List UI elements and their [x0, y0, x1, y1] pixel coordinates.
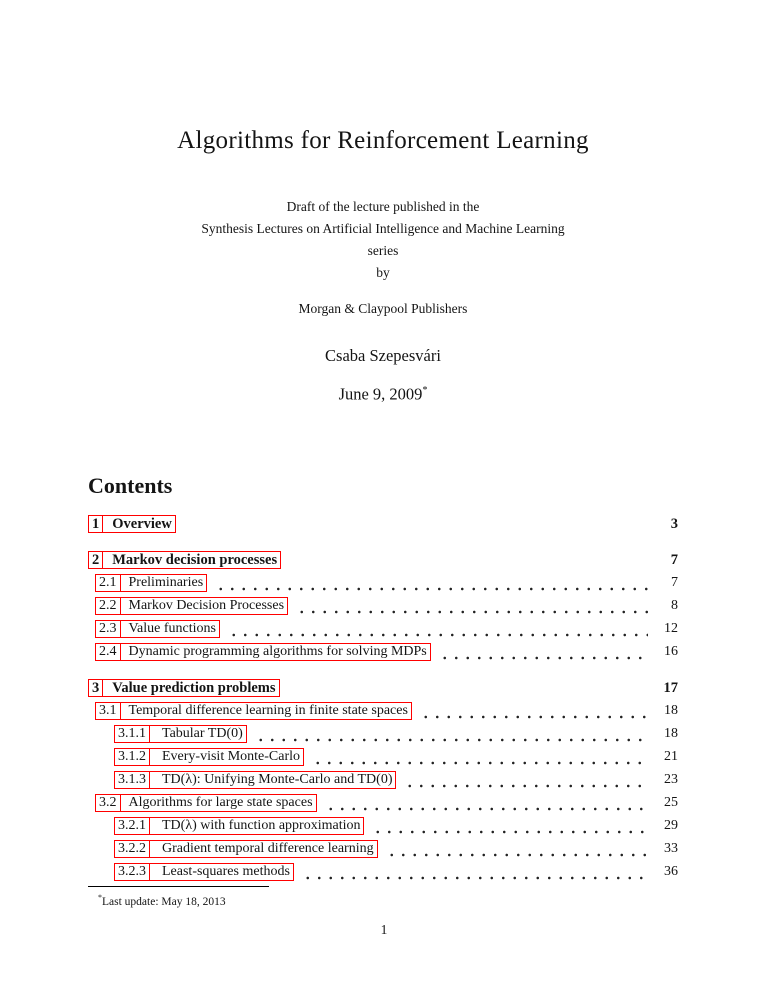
toc-dot-leader — [294, 597, 648, 620]
footnote-text: *Last update: May 18, 2013 — [98, 893, 226, 908]
toc-entry — [88, 515, 678, 538]
toc-entry-title[interactable]: Temporal difference learning in finite state spaces — [120, 702, 412, 720]
toc-entry-number[interactable]: 3.1.1 — [114, 725, 150, 743]
toc-dot-leader — [402, 771, 648, 794]
toc-entry-number[interactable]: 3.1.3 — [114, 771, 150, 789]
toc-entry — [88, 679, 678, 702]
toc-entry-title[interactable]: Dynamic programming algorithms for solving MDPs — [120, 643, 431, 661]
toc-entry-page: 8 — [671, 597, 678, 613]
toc-entry-page: 17 — [663, 679, 678, 696]
toc-entry — [88, 840, 678, 863]
toc-entry-title[interactable]: Markov decision processes — [102, 551, 281, 569]
toc-entry — [88, 597, 678, 620]
toc-entry-page: 25 — [664, 794, 678, 810]
subtitle-line: series — [367, 243, 399, 258]
page-title: Algorithms for Reinforcement Learning — [177, 127, 589, 154]
toc-entry-number[interactable]: 3.1 — [95, 702, 121, 720]
toc-entry-number[interactable]: 1 — [88, 515, 103, 533]
publisher-name: Morgan & Claypool Publishers — [298, 301, 468, 316]
toc-dot-leader — [323, 794, 648, 817]
toc-entry-page: 23 — [664, 771, 678, 787]
toc-entry — [88, 771, 678, 794]
toc-entry-page: 18 — [664, 702, 678, 718]
toc-list — [88, 515, 678, 886]
toc-dot-leader — [213, 574, 648, 597]
toc-entry — [88, 643, 678, 666]
toc-entry-page: 18 — [664, 725, 678, 741]
toc-dot-leader — [384, 840, 648, 863]
contents-heading: Contents — [88, 472, 173, 498]
toc-entry — [88, 551, 678, 574]
toc-entry-title[interactable]: Overview — [102, 515, 176, 533]
footnote-rule — [88, 886, 269, 887]
toc-dot-leader — [253, 725, 648, 748]
toc-dot-leader — [370, 817, 648, 840]
toc-entry — [88, 725, 678, 748]
toc-entry-page: 36 — [664, 863, 678, 879]
toc-entry — [88, 817, 678, 840]
toc-entry-page: 7 — [670, 551, 678, 568]
toc-dot-leader — [310, 748, 648, 771]
subtitle-line: by — [376, 265, 390, 280]
toc-entry-number[interactable]: 3 — [88, 679, 103, 697]
footnote-marker: * — [422, 385, 428, 396]
toc-entry-number[interactable]: 3.2 — [95, 794, 121, 812]
toc-entry — [88, 702, 678, 725]
content-column — [88, 0, 678, 886]
toc-entry-title[interactable]: Markov Decision Processes — [120, 597, 289, 615]
toc-entry-page: 33 — [664, 840, 678, 856]
toc-entry-title[interactable]: Preliminaries — [120, 574, 208, 592]
toc-dot-leader — [182, 515, 648, 538]
toc-entry-number[interactable]: 2.1 — [95, 574, 121, 592]
toc-entry-title[interactable]: Every-visit Monte-Carlo — [149, 748, 304, 766]
toc-entry-number[interactable]: 2.4 — [95, 643, 121, 661]
toc-dot-leader — [437, 643, 648, 666]
subtitle-line: Draft of the lecture published in the — [286, 199, 480, 214]
toc-entry-number[interactable]: 2.3 — [95, 620, 121, 638]
toc-entry-page: 7 — [671, 574, 678, 590]
toc-dot-leader — [418, 702, 648, 725]
toc-entry-number[interactable]: 2.2 — [95, 597, 121, 615]
toc-entry — [88, 620, 678, 643]
toc-dot-leader — [300, 863, 648, 886]
toc-entry-page: 29 — [664, 817, 678, 833]
toc-entry — [88, 794, 678, 817]
toc-entry — [88, 748, 678, 771]
toc-entry-title[interactable]: Algorithms for large state spaces — [120, 794, 317, 812]
toc-entry-title[interactable]: TD(λ) with function approximation — [149, 817, 364, 835]
toc-entry-number[interactable]: 3.2.3 — [114, 863, 150, 881]
toc-dot-leader — [286, 679, 648, 702]
toc-entry-number[interactable]: 3.2.2 — [114, 840, 150, 858]
subtitle-block — [88, 196, 678, 284]
toc-entry-title[interactable]: Least-squares methods — [149, 863, 294, 881]
toc-entry-title[interactable]: Tabular TD(0) — [149, 725, 247, 743]
toc-dot-leader — [226, 620, 648, 643]
publication-date — [88, 381, 678, 405]
author-name: Csaba Szepesvári — [325, 346, 441, 365]
toc-entry — [88, 863, 678, 886]
subtitle-line: Synthesis Lectures on Artificial Intelligence and Machine Learning — [201, 221, 565, 236]
toc-entry — [88, 574, 678, 597]
toc-entry-title[interactable]: TD(λ): Unifying Monte-Carlo and TD(0) — [149, 771, 396, 789]
toc-entry-number[interactable]: 3.2.1 — [114, 817, 150, 835]
toc-entry-page: 12 — [664, 620, 678, 636]
date-text: June 9, 2009 — [338, 384, 423, 404]
toc-dot-leader — [287, 551, 648, 574]
toc-entry-title[interactable]: Gradient temporal difference learning — [149, 840, 378, 858]
page-number: 1 — [380, 922, 388, 937]
toc-entry-number[interactable]: 3.1.2 — [114, 748, 150, 766]
toc-entry-title[interactable]: Value prediction problems — [102, 679, 279, 697]
toc-entry-number[interactable]: 2 — [88, 551, 103, 569]
toc-entry-page: 16 — [664, 643, 678, 659]
toc-entry-page: 3 — [670, 515, 678, 532]
toc-entry-title[interactable]: Value functions — [120, 620, 220, 638]
toc-entry-page: 21 — [664, 748, 678, 764]
footnote-marker: * — [98, 893, 102, 902]
footnote — [88, 886, 269, 909]
